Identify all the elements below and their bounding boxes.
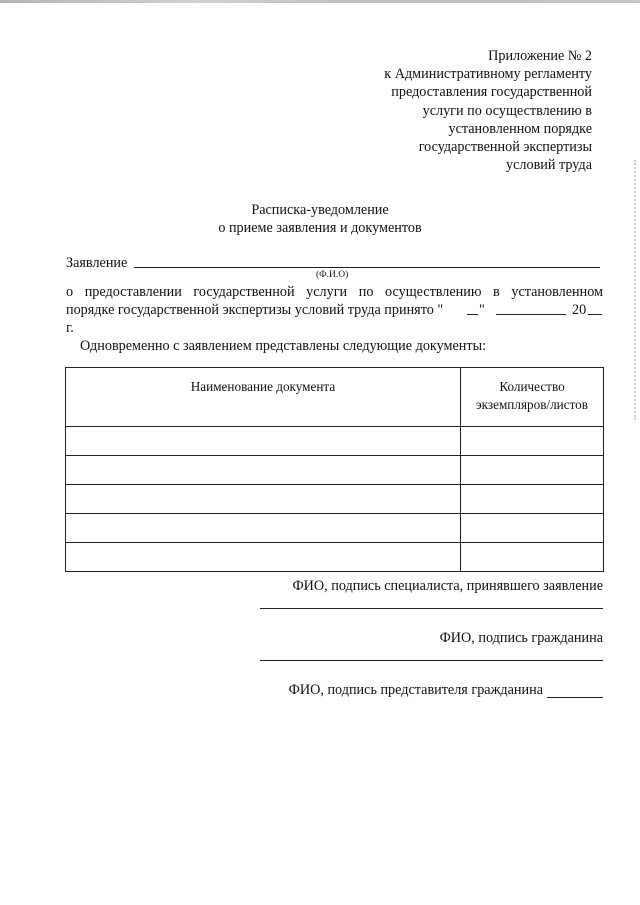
document-name-cell[interactable] bbox=[66, 427, 461, 456]
scan-top-edge bbox=[0, 0, 640, 3]
table-row bbox=[66, 543, 604, 572]
representative-signature-line[interactable] bbox=[547, 683, 603, 698]
application-body-line-3: г. bbox=[66, 320, 74, 336]
document-name-cell[interactable] bbox=[66, 485, 461, 514]
quantity-cell[interactable] bbox=[461, 427, 604, 456]
table-row bbox=[66, 514, 604, 543]
column-header-quantity bbox=[461, 368, 604, 427]
representative-signature-label: ФИО, подпись представителя гражданина bbox=[288, 682, 543, 698]
specialist-signature-label: ФИО, подпись специалиста, принявшего заявление bbox=[292, 578, 603, 594]
column-header-label: Количество bbox=[499, 379, 565, 394]
table-row bbox=[66, 456, 604, 485]
applicant-name-field[interactable] bbox=[134, 252, 600, 268]
documents-table bbox=[65, 367, 604, 572]
annex-line: Приложение № 2 bbox=[488, 48, 592, 64]
quantity-cell[interactable] bbox=[461, 514, 604, 543]
citizen-signature-line[interactable] bbox=[260, 648, 603, 661]
year-field[interactable] bbox=[588, 300, 602, 315]
column-header-label: Наименование документа bbox=[190, 379, 336, 394]
documents-intro: Одновременно с заявлением представлены следующие документы: bbox=[80, 338, 487, 354]
quantity-cell[interactable] bbox=[461, 543, 604, 572]
name-hint: (Ф.И.О) bbox=[316, 270, 349, 280]
table-header-row bbox=[66, 368, 604, 427]
document-subtitle: о приеме заявления и документов bbox=[218, 220, 422, 236]
specialist-signature-line[interactable] bbox=[260, 596, 603, 609]
annex-line: предоставления государственной bbox=[391, 84, 592, 101]
document-name-cell[interactable] bbox=[66, 514, 461, 543]
document-name-cell[interactable] bbox=[66, 543, 461, 572]
scan-right-edge bbox=[632, 160, 636, 420]
day-field[interactable] bbox=[467, 300, 478, 315]
annex-line: условий труда bbox=[506, 157, 592, 174]
column-header-label: экземпляров/листов bbox=[476, 397, 588, 412]
annex-line: к Административному регламенту bbox=[384, 66, 592, 83]
annex-line: установленном порядке bbox=[448, 120, 592, 137]
document-name-cell[interactable] bbox=[66, 456, 461, 485]
document-title: Расписка-уведомление bbox=[251, 202, 389, 218]
quantity-cell[interactable] bbox=[461, 456, 604, 485]
application-body-line-2: порядке государственной экспертизы условий труда принято " bbox=[66, 302, 444, 318]
quantity-cell[interactable] bbox=[461, 485, 604, 514]
month-field[interactable] bbox=[496, 300, 566, 315]
year-prefix: 20 bbox=[572, 302, 587, 318]
table-row bbox=[66, 485, 604, 514]
application-body-line-1: о предоставлении государственной услуги по осуществлению в установленном bbox=[66, 284, 603, 300]
annex-line: государственной экспертизы bbox=[418, 139, 592, 156]
quote-mark: " bbox=[479, 302, 485, 318]
column-header-document-name bbox=[66, 368, 461, 427]
citizen-signature-label: ФИО, подпись гражданина bbox=[439, 630, 603, 646]
annex-header bbox=[384, 47, 592, 174]
annex-line: услуги по осуществлению в bbox=[422, 102, 592, 119]
application-label: Заявление bbox=[66, 255, 128, 271]
table-row bbox=[66, 427, 604, 456]
